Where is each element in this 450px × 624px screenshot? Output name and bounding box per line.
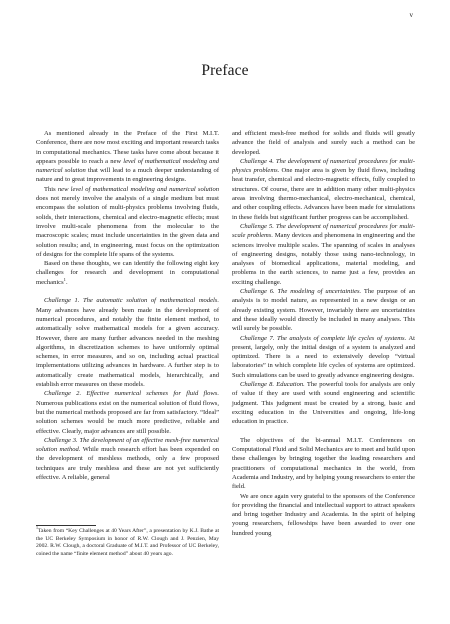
left-column [36,129,219,482]
challenge-heading: Challenge 4. The development of numerical procedures for multi-physics problems. [232,157,415,175]
page-title: Preface [201,62,249,79]
text: that will lead to a much deeper understanding of nature and to great improvements in engineering designs. [36,167,220,184]
text: The powerful tools for analysis are only of value if they are used with sound engineering and scientific judgment. This judgment must be created by a strong, basic and exciting education in the Universities and ongoing, life-long education in practice. [232,381,415,426]
paragraph-new-level [36,185,219,259]
challenge-heading: Challenge 6. The modeling of uncertainties. [240,288,362,296]
challenge-heading: Challenge 3. The development of an effective mesh-free numerical solution method. [36,436,219,454]
text: Many advances have already been made in the development of numerical procedures, and notably the finite element method, to automatically solve mathematical models for a given accuracy. However, there are many further advances needed in the meshing algorithms, in discretization schemes to have uniformly optimal schemes, in error measures, and so on, including actual practical implementations utilizing advances in hardware. A further step is to automatically create mathematical models, hierarchically, and establish error measures on these models. [36,306,219,389]
challenge-heading: Challenge 2. Effective numerical schemes for fluid flows. [44,390,219,398]
paragraph-challenge-2 [36,389,219,435]
paragraph-intro [36,129,219,185]
footnote-text: Taken from “Key Challenges at 40 Years After”, a presentation by K.J. Bathe at the UC Berkeley Symposium in honor of R.W. Clough and J. Penzien, May 2002. R.W. Clough, a doctoral Graduate of M.I.T. and Professor of UC Berkeley, coined the name “finite element method” about 40 years ago. [36,528,219,557]
text: This [44,185,58,193]
text: The objectives of the bi-annual M.I.T. Conferences on Computational Fluid and Solid Mechanics are to meet and build upon these challenges by bringing together the leading researchers and practitioners of computational mechanics in the world, from Academia and Industry, and by helping young researchers to enter the field. [232,436,416,491]
text: The purpose of an analysis is to model nature, as represented in a new design or an already existing system. However, invariably there are uncertainties and these ideally would directly be included in many analyses. This will surely be possible. [232,288,415,333]
text: Many devices and phenomena in engineering and the sciences involve multiple scales. The spanning of scales in analyses of engineering designs, notably those using nano-technology, in analyses of biomedical applications, material modeling, and problems in the earth sciences, to name just a few, provides an exciting challenge. [232,232,416,286]
paragraph-challenge-8 [232,380,415,426]
text: We are once again very grateful to the sponsors of the Conference for providing the financial and intellectual support to attract speakers and bring together Industry and Academia. In the spirit of helping young researchers, fellowships have been awarded to over one hundred young [232,492,415,537]
challenge-heading: Challenge 1. The automatic solution of mathematical models. [44,297,219,305]
footnote [36,525,219,558]
text: does not merely involve the analysis of a single medium but must encompass the solution of multi-physics problems involving fluids, solids, their interactions, chemical and electro-magnetic effects; must involve multi-scale phenomena from the molecular to the macroscopic scales; must include uncertainties in the given data and solution results; and, in engineering, must focus on the optimization of designs for the complete life spans of the systems. [36,195,219,258]
paragraph-thanks [232,492,415,538]
page-number: v [409,11,413,19]
paragraph-challenges-intro [36,259,219,287]
paragraph-challenge-4 [232,157,415,222]
footnote-rule [36,525,96,526]
text: Numerous publications exist on the numerical solution of fluid flows, but the numerical methods proposed are far from satisfactory. “Ideal” solution schemes would be much more predictive, reliable and effective. Clearly, major advances are still possible. [36,399,219,435]
paragraph-challenge-3 [36,436,219,482]
challenge-heading: Challenge 7. The analysis of complete life cycles of systems. [240,334,407,342]
paragraph-challenge-3-cont [232,129,415,157]
challenge-heading: Challenge 8. Education. [240,381,305,389]
footnote-marker: 1 [36,525,38,531]
right-column [232,129,415,538]
text: and efficient mesh-free method for solids and fluids will greatly advance the field of analysis and surely such a method can be developed. [232,130,415,156]
text: At present, largely, only the initial design of a system is analyzed and optimized. There is a need to extensively develop “virtual laboratories” in which complete life cycles of systems are optimized. Such simulations can be used to greatly advance engineering designs. [232,334,415,379]
emphasis: level of mathematical modeling and numerical solution [36,157,219,175]
paragraph-challenge-7 [232,334,415,380]
paragraph-challenge-6 [232,287,415,333]
paragraph-challenge-5 [232,222,415,287]
paragraph-objectives [232,436,415,492]
paragraph-challenge-1 [36,296,219,389]
text: One major area is given by fluid flows, including heat transfer, chemical and electro-magnetic effects, fully coupled to structures. Of course, there are in addition many other multi-physics areas involving thermo-mechanical, electro-mechanical, chemical, and other coupling effects. Advances have been made for simulations in these fields but significant further progress can be accomplished. [232,167,415,221]
text: While much research effort has been expended on the development of meshless methods, only a few proposed techniques are truly meshless and these are not yet sufficiently effective. A reliable, general [36,446,219,481]
text: . [65,278,68,286]
text: As mentioned already in the Preface of the First M.I.T. Conference, there are now most exciting and important research tasks in computational mechanics. These tasks have come about because it appears possible to reach a new [36,130,219,165]
challenge-heading: Challenge 5. The development of numerical procedures for multi-scale problems. [232,222,415,240]
emphasis: new level of mathematical modeling and numerical solution [57,185,220,193]
footnote-marker: 1 [63,276,66,282]
text: Based on these thoughts, we can identify the following eight key challenges for research and development in computational mechanics [36,260,219,286]
